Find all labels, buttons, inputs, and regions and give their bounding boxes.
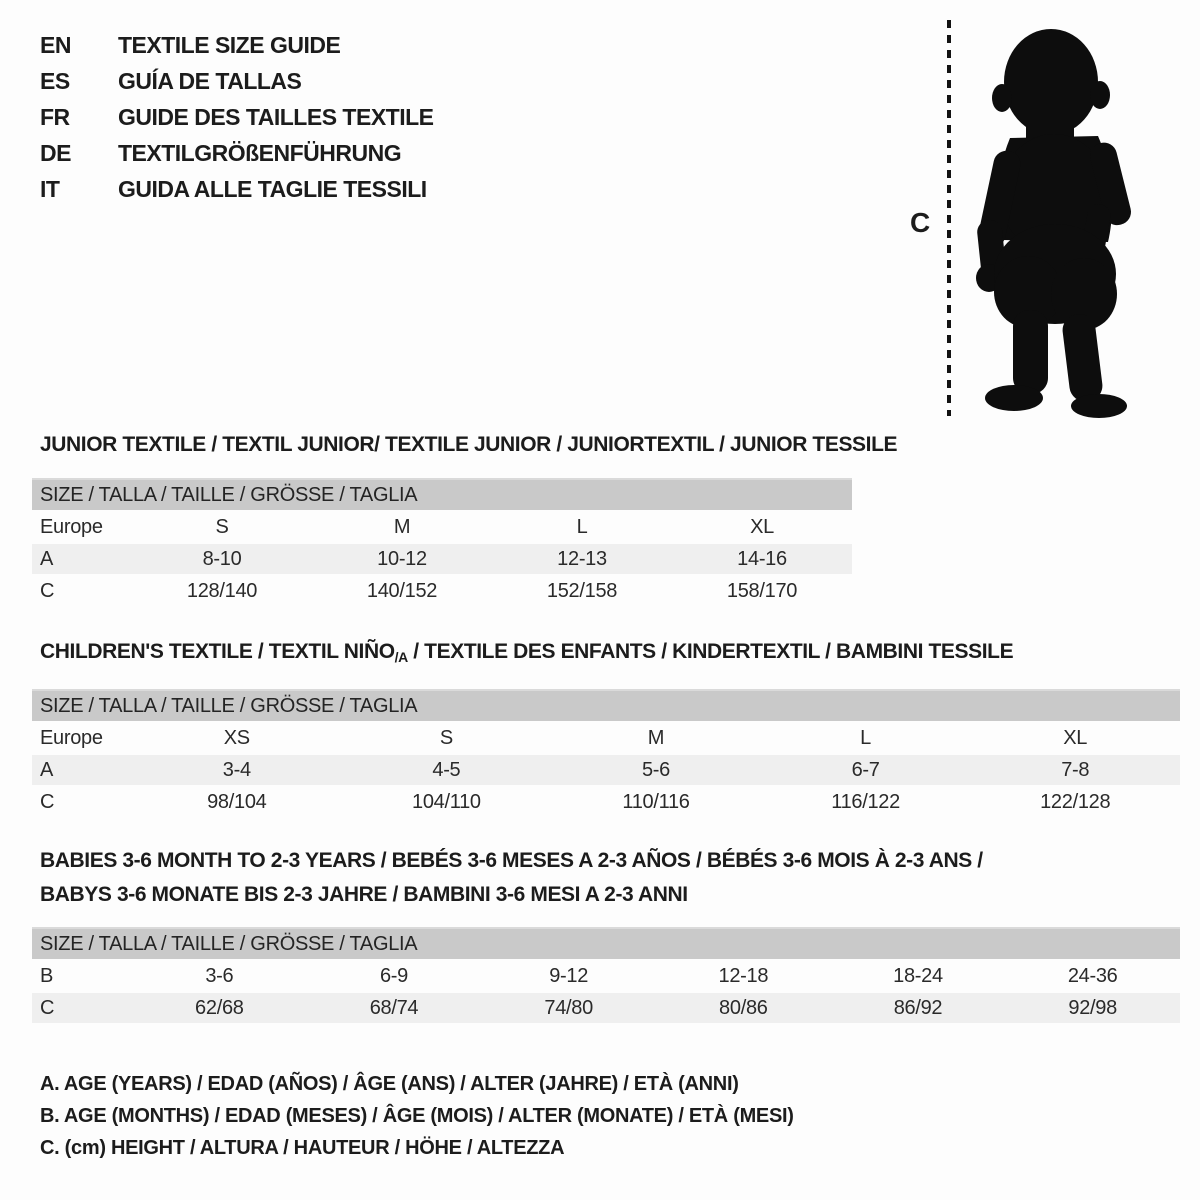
language-label: TEXTILGRÖßENFÜHRUNG [118,139,402,166]
junior-size-table [32,478,852,606]
junior-row-age [32,544,852,574]
height-cell: 110/116 [622,790,690,813]
language-code: DE [40,139,71,166]
children-row-age [32,755,1180,785]
babies-row-months [32,961,1180,991]
row-label: C [40,996,55,1019]
height-cell: 92/98 [1068,996,1117,1019]
footnote-a: A. AGE (YEARS) / EDAD (AÑOS) / ÂGE (ANS) / ALTER (JAHRE) / ETÀ (ANNI) [40,1073,739,1095]
babies-row-height [32,993,1180,1023]
language-row-fr [40,99,434,135]
babies-section-heading [40,844,983,912]
footnotes-block [40,1068,794,1164]
size-cell: S [215,515,229,538]
height-cell: 86/92 [893,996,943,1019]
size-header-label: SIZE / TALLA / TAILLE / GRÖSSE / TAGLIA [40,694,418,717]
height-cell: 98/104 [207,790,267,813]
language-code: EN [40,31,71,58]
language-label: GUIDE DES TAILLES TEXTILE [118,103,434,130]
language-title-block [40,27,434,207]
height-cell: 158/170 [726,579,798,602]
row-label: Europe [40,515,103,538]
months-cell: 9-12 [549,964,589,987]
language-row-es [40,63,434,99]
size-header-label: SIZE / TALLA / TAILLE / GRÖSSE / TAGLIA [40,483,418,506]
age-cell: 8-10 [202,547,242,570]
children-heading-sub: /A [394,649,408,665]
row-label: C [40,579,55,602]
language-row-it [40,171,434,207]
months-cell: 12-18 [718,964,769,987]
junior-section-heading: JUNIOR TEXTILE / TEXTIL JUNIOR/ TEXTILE JUNIOR / JUNIORTEXTIL / JUNIOR TESSILE [40,433,898,456]
months-cell: 3-6 [205,964,234,987]
language-row-en [40,27,434,63]
language-code: IT [40,175,60,202]
children-heading-text: CHILDREN'S TEXTILE / TEXTIL NIÑO [40,640,395,663]
months-cell: 18-24 [893,964,943,987]
height-cell: 74/80 [544,996,593,1019]
height-cell: 152/158 [546,579,618,602]
age-cell: 14-16 [737,547,787,570]
height-dashed-line [947,20,951,416]
size-cell: XL [750,515,774,538]
language-code: FR [40,103,70,130]
children-row-europe [32,723,1180,753]
row-label: A [40,758,54,781]
height-cell: 104/110 [412,790,481,813]
size-cell: M [393,515,411,538]
footnote-b: B. AGE (MONTHS) / EDAD (MESES) / ÂGE (MOIS) / ALTER (MONATE) / ETÀ (MESI) [40,1105,794,1127]
age-cell: 12-13 [557,547,607,570]
height-cell: 62/68 [195,996,244,1019]
junior-row-europe [32,512,852,542]
height-cell: 122/128 [1040,790,1111,813]
age-cell: 10-12 [377,547,427,570]
language-label: TEXTILE SIZE GUIDE [118,31,341,58]
size-cell: XL [1063,726,1088,749]
language-label: GUÍA DE TALLAS [118,67,302,94]
height-measure-label: C [910,207,931,238]
size-header-label: SIZE / TALLA / TAILLE / GRÖSSE / TAGLIA [40,932,418,955]
junior-size-header-bar [32,478,852,510]
toddler-silhouette-icon [958,22,1148,420]
footnote-c: C. (cm) HEIGHT / ALTURA / HAUTEUR / HÖHE / ALTEZZA [40,1137,565,1159]
row-label: C [40,790,55,813]
age-cell: 3-4 [222,758,251,781]
children-size-table [32,689,1180,817]
size-cell: M [647,726,665,749]
children-heading-text: / TEXTILE DES ENFANTS / KINDERTEXTIL / BAMBINI TESSILE [407,640,1014,663]
language-code: ES [40,67,70,94]
months-cell: 6-9 [379,964,408,987]
babies-heading-line2: BABYS 3-6 MONATE BIS 2-3 JAHRE / BAMBINI 3-6 MESI A 2-3 ANNI [40,883,688,906]
age-cell: 6-7 [851,758,880,781]
row-label: B [40,964,54,987]
row-label: Europe [40,726,103,749]
size-cell: L [860,726,871,749]
children-size-header-bar [32,689,1180,721]
age-cell: 7-8 [1061,758,1090,781]
babies-size-header-bar [32,927,1180,959]
babies-size-table [32,927,1180,1023]
size-cell: L [576,515,588,538]
height-cell: 128/140 [186,579,258,602]
age-cell: 4-5 [432,758,461,781]
size-cell: S [439,726,453,749]
height-cell: 80/86 [719,996,768,1019]
children-row-height [32,787,1180,817]
months-cell: 24-36 [1067,964,1118,987]
children-section-heading [40,640,1013,665]
babies-heading-line1: BABIES 3-6 MONTH TO 2-3 YEARS / BEBÉS 3-6 MESES A 2-3 AÑOS / BÉBÉS 3-6 MOIS À 2-3 ANS / [40,849,983,872]
junior-row-height [32,576,852,606]
size-cell: XS [223,726,250,749]
height-cell: 68/74 [369,996,419,1019]
height-cell: 116/122 [831,790,900,813]
age-cell: 5-6 [641,758,670,781]
row-label: A [40,547,54,570]
language-label: GUIDA ALLE TAGLIE TESSILI [118,175,427,202]
height-cell: 140/152 [366,579,438,602]
language-row-de [40,135,434,171]
